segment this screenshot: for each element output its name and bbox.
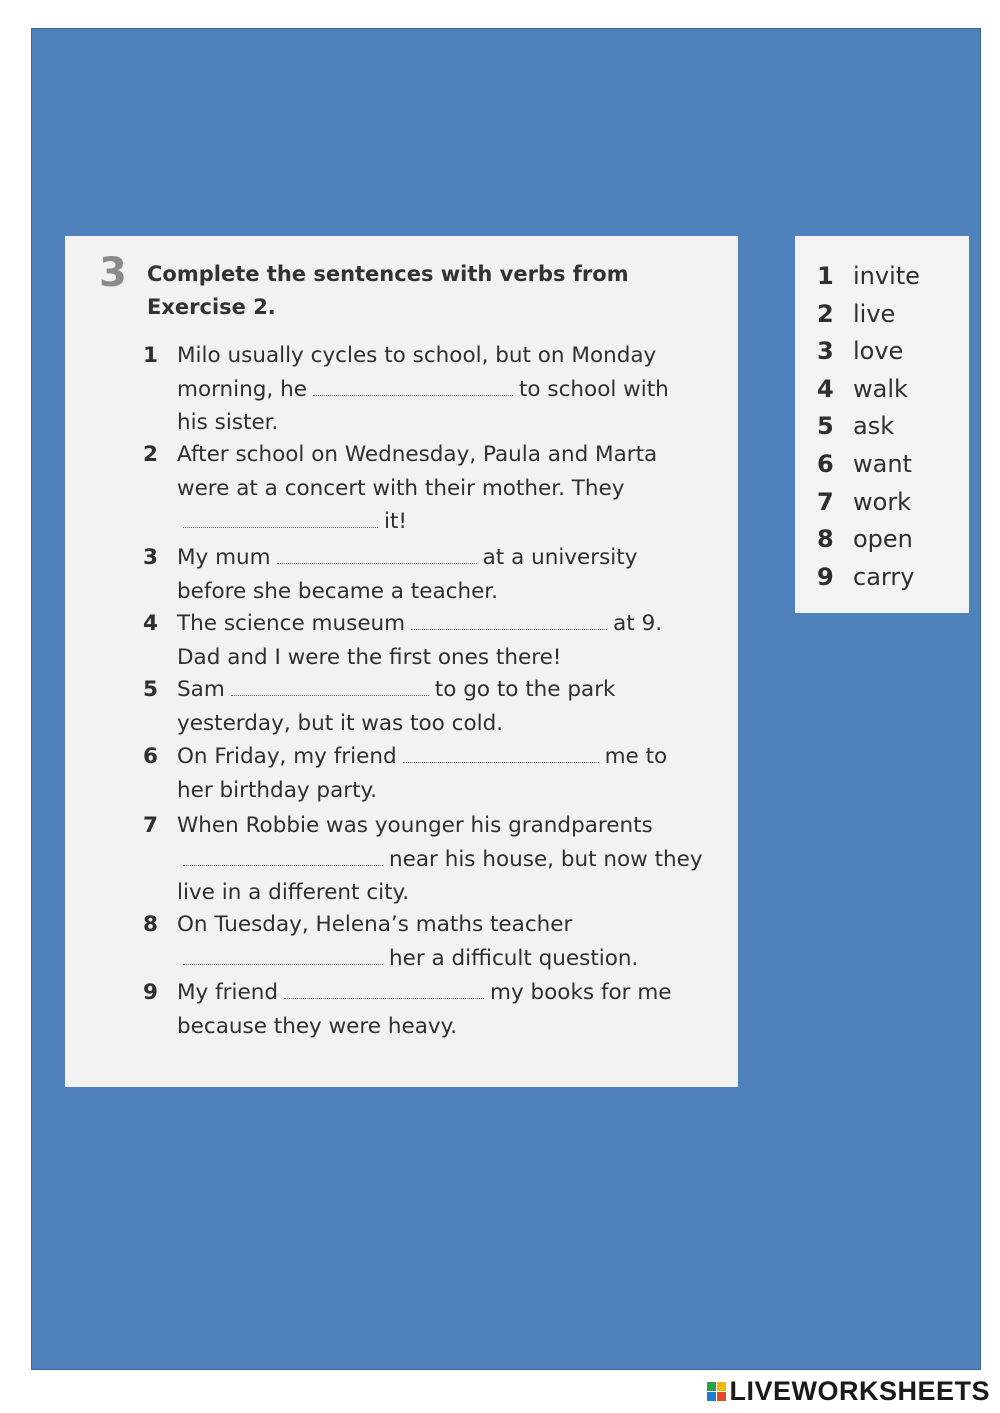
sentence-item bbox=[143, 438, 703, 539]
item-text-after: her a difficult question. bbox=[389, 945, 639, 971]
item-text-before: Sam bbox=[177, 677, 225, 702]
item-text-before: My mum bbox=[177, 545, 271, 570]
word-bank-list bbox=[795, 236, 969, 596]
answer-blank[interactable] bbox=[284, 976, 484, 999]
answer-blank[interactable] bbox=[231, 673, 429, 696]
answer-blank[interactable] bbox=[183, 505, 378, 528]
sentence-item bbox=[143, 908, 703, 975]
item-text-before: On Tuesday, Helena’s maths teacher bbox=[177, 912, 573, 937]
answer-blank[interactable] bbox=[183, 942, 383, 965]
sentence-item bbox=[143, 339, 703, 440]
item-number: 5 bbox=[143, 677, 158, 702]
item-number: 4 bbox=[143, 611, 158, 636]
word-bank-item: 4 walk bbox=[817, 374, 908, 403]
word-bank-word: love bbox=[853, 337, 904, 366]
word-bank-word: live bbox=[853, 299, 896, 328]
item-text-after: near his house, but now they live in a different city. bbox=[177, 846, 703, 905]
item-text-before: When Robbie was younger his grandparents bbox=[177, 813, 653, 838]
item-number: 3 bbox=[143, 545, 158, 570]
answer-blank[interactable] bbox=[277, 541, 477, 564]
sentence-item bbox=[143, 740, 703, 807]
item-text-before: After school on Wednesday, Paula and Marta were at a concert with their mother. They bbox=[177, 442, 658, 501]
item-text-after: to school with his sister. bbox=[177, 376, 669, 435]
word-bank-item: 2 live bbox=[817, 299, 896, 328]
word-bank-item: 3 love bbox=[817, 337, 904, 366]
sentence-item bbox=[143, 976, 703, 1043]
item-number: 9 bbox=[143, 980, 158, 1005]
word-bank-word: carry bbox=[853, 562, 915, 591]
word-bank-word: walk bbox=[853, 374, 908, 403]
word-bank-item: 7 work bbox=[817, 487, 912, 516]
sentence-item bbox=[143, 673, 703, 740]
exercise-number: 3 bbox=[99, 250, 127, 296]
item-number: 2 bbox=[143, 442, 158, 467]
item-number: 1 bbox=[143, 343, 158, 368]
item-text-after: at 9. Dad and I were the first ones there! bbox=[177, 611, 663, 670]
item-text-before: On Friday, my friend bbox=[177, 744, 397, 769]
item-number: 7 bbox=[143, 813, 158, 838]
word-bank-item: 1 invite bbox=[817, 262, 920, 290]
word-bank-item: 5 ask bbox=[817, 412, 895, 441]
sentence-item bbox=[143, 607, 703, 674]
exercise-panel bbox=[65, 236, 738, 1087]
exercise-title: Complete the sentences with verbs from Exercise 2. bbox=[147, 262, 629, 319]
brand-name: LIVEWORKSHEETS bbox=[729, 1376, 990, 1406]
item-text-after: to go to the park yesterday, but it was too cold. bbox=[177, 677, 616, 736]
item-text-after: my books for me because they were heavy. bbox=[177, 980, 672, 1039]
answer-blank[interactable] bbox=[313, 373, 513, 396]
item-text-after: at a university before she became a teacher. bbox=[177, 545, 638, 604]
sentence-item bbox=[143, 809, 703, 910]
word-bank-item: 9 carry bbox=[817, 562, 915, 591]
item-text-before: The science museum bbox=[177, 611, 406, 636]
word-bank-item: 8 open bbox=[817, 525, 913, 554]
word-bank-word: work bbox=[853, 487, 912, 516]
liveworksheets-icon bbox=[707, 1382, 726, 1401]
item-text-before: Milo usually cycles to school, but on Monday morning, he bbox=[177, 343, 657, 402]
word-bank-word: ask bbox=[853, 412, 895, 441]
item-text-after: it! bbox=[384, 509, 408, 534]
answer-blank[interactable] bbox=[403, 740, 599, 763]
word-bank-panel bbox=[795, 236, 969, 613]
word-bank-item: 6 want bbox=[817, 449, 912, 478]
brand-logo bbox=[707, 1376, 990, 1407]
word-bank-word: invite bbox=[853, 262, 920, 290]
item-number: 6 bbox=[143, 744, 158, 769]
answer-blank[interactable] bbox=[411, 607, 607, 630]
item-number: 8 bbox=[143, 912, 158, 937]
item-text-after: me to her birthday party. bbox=[177, 744, 668, 803]
answer-blank[interactable] bbox=[183, 843, 383, 866]
word-bank-word: want bbox=[853, 449, 912, 478]
word-bank-word: open bbox=[853, 525, 913, 554]
sentence-item bbox=[143, 541, 703, 608]
item-text-before: My friend bbox=[177, 980, 278, 1005]
